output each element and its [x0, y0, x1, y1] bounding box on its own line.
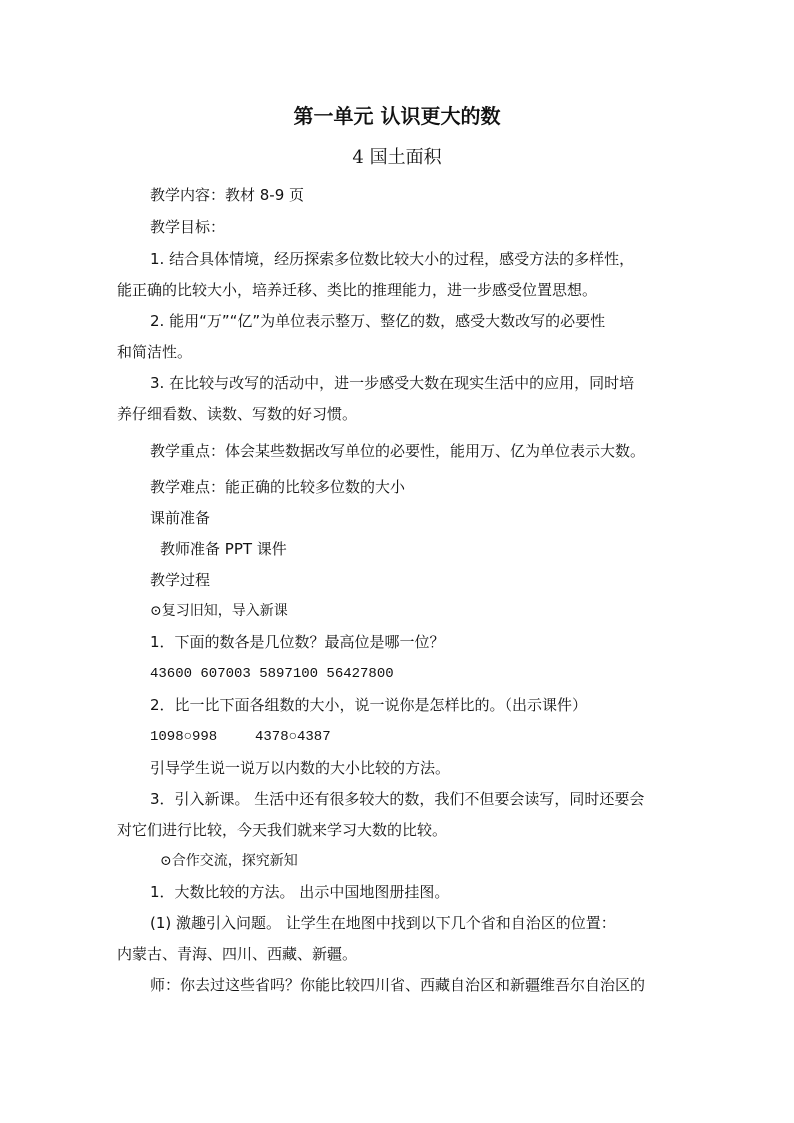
intro-line2: 对它们进行比较，今天我们就来学习大数的比较。 — [117, 821, 448, 839]
key-point: 教学重点：体会某些数据改写单位的必要性，能用万、亿为单位表示大数。 — [150, 442, 646, 460]
section-review: ⊙复习旧知，导入新课 — [150, 603, 288, 619]
teacher-question: 师：你去过这些省吗？你能比较四川省、西藏自治区和新疆维吾尔自治区的 — [150, 976, 646, 994]
teaching-content: 教学内容：教材 8-9 页 — [150, 186, 305, 204]
compare-b: 4378○4387 — [255, 729, 331, 745]
goals-label: 教学目标： — [150, 218, 226, 236]
lesson-title: 4 国土面积 — [352, 147, 442, 168]
goal2-line1: 2. 能用“万”“亿”为单位表示整万、整亿的数，感受大数改写的必要性 — [150, 312, 606, 330]
unit-title: 第一单元 认识更大的数 — [293, 104, 501, 128]
goal3-line2: 养仔细看数、读数、写数的好习惯。 — [117, 405, 358, 423]
section-explore: ⊙合作交流，探究新知 — [160, 853, 298, 869]
goal1-line1: 1. 结合具体情境，经历探索多位数比较大小的过程，感受方法的多样性， — [150, 250, 635, 268]
difficulty: 教学难点：能正确的比较多位数的大小 — [150, 478, 406, 496]
method-line: 1．大数比较的方法。 出示中国地图册挂图。 — [150, 883, 450, 901]
goal2-line2: 和简洁性。 — [117, 343, 193, 361]
compare-a: 1098○998 — [150, 729, 218, 745]
teacher-prep: 教师准备 PPT 课件 — [160, 540, 287, 558]
goal1-line2: 能正确的比较大小，培养迁移、类比的推理能力，进一步感受位置思想。 — [117, 281, 598, 299]
goal3-line1: 3. 在比较与改写的活动中，进一步感受大数在现实生活中的应用，同时培 — [150, 374, 635, 392]
question-1: 1．下面的数各是几位数？最高位是哪一位？ — [150, 633, 445, 651]
step1-line1: (1) 激趣引入问题。 让学生在地图中找到以下几个省和自治区的位置： — [150, 914, 616, 932]
question-2: 2．比一比下面各组数的大小，说一说你是怎样比的。（出示课件） — [150, 696, 588, 714]
guide-text: 引导学生说一说万以内数的大小比较的方法。 — [150, 759, 451, 777]
prep-label: 课前准备 — [150, 509, 211, 527]
intro-line1: 3．引入新课。 生活中还有很多较大的数，我们不但要会读写，同时还要会 — [150, 790, 645, 808]
number-list: 43600 607003 5897100 56427800 — [150, 666, 394, 682]
step1-line2: 内蒙古、青海、四川、西藏、新疆。 — [117, 945, 358, 963]
process-label: 教学过程 — [150, 571, 211, 589]
